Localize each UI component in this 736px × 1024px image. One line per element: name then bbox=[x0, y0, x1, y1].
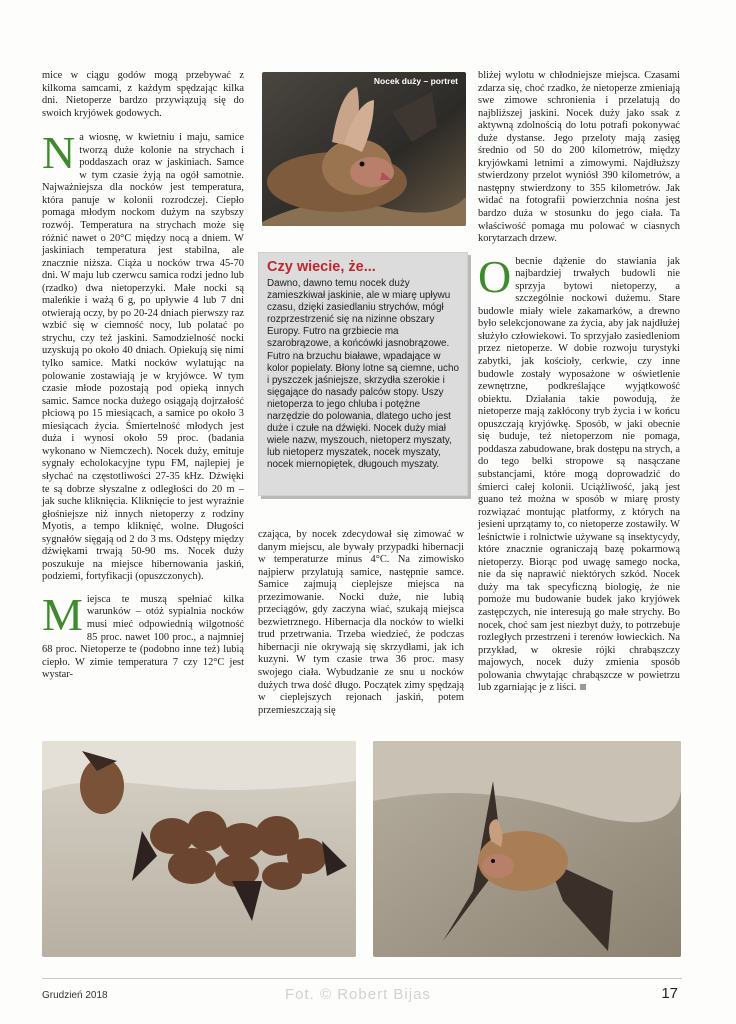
dropcap: O bbox=[478, 250, 512, 302]
paragraph-now-text: becnie dążenie do stawiania jak najbardziej trwałych budowli nie sprzyja bytowi nietoperzy, a szczególnie nockowi dużemu. Stare budowle miały wiele zakamarków, a drewno było selekcjonowane za życia, aby jak najdłużej służyło człowiekowi. To sprzyjało zasiedleniom przez nietoperze. W dobie rozwoju turystyki zabytki, jak kościoły, cerkwie, czy inne budowle zostały wyposażone w oświetlenie zewnętrzne, podkreślające wyjątkowość obiektu. Działania takie powodują, że nietoperze mają zakłócony tryb życia i w końcu opuszczają kryjówkę. Sposób, w jaki obecnie się buduje, też nietoperzom nie pomaga, poddasza zabudowane, brak dostępu na strych, a do tego belki stropowe są nasączane substancjami, które mogą doprowadzić do śmierci całej kolonii. Uciążliwość, jaką jest guano też można w sposób w miarę prosty rozwiązać montując platformy, z których na jesieni uprzątamy to, co nietoperze zostawiły. W leśnictwie i rolnictwie używane są insektycydy, które znacznie ograniczają bazę pokarmową nietoperzy. Biorąc pod uwagę samego nocka, nie da się naprawić niektórych szkód. Nocek duży ma tak specyficzną biologię, że nie pomoże mu budowanie budek jako kryjówek zastępczych, nie interesują go małe strychy. Bo nocek, choć sam jest niezbyt duży, to potrzebuje rozległych przestrzeni i terenów łowieckich. Na przykład, w okresie rójki chrabąszczy majowych, nocek duży zmienia sposób polowania chwytając chrabąszcze w powietrzu lub zgarniając je z liści. bbox=[478, 255, 680, 694]
paragraph-migration: bliżej wylotu w chłodniejsze miejsca. Czasami zdarza się, choć rzadko, że nietoperze zmieniają swe zimowe schronienia i przelatują do najbliższej jaskini. Nocek duży jako ssak z aktywną zdolnością do lotu potrafi pokonywać duże dystanse. Jego przeloty mają zasięg średnio od 50 do 200 kilometrów, między kryjówkami letnimi a zimowymi. Najdłuższy stwierdzony przelot wyniósł 390 kilometrów, a następny stwierdzony to 355 kilometrów. Jak widać na fotografii powierzchnia nośna jest bardzo duża w stosunku do jego ciała. Ta właściwość pomaga mu polować w ciasnych korytarzach drzew. bbox=[478, 70, 680, 245]
box-title: Czy wiecie, że... bbox=[267, 259, 376, 275]
text-column-3 bbox=[478, 70, 680, 695]
end-mark bbox=[580, 684, 586, 690]
page-number: 17 bbox=[661, 985, 678, 1002]
paragraph-now bbox=[478, 250, 680, 695]
paragraph-places-text: iejsca te muszą spełniać kilka warunków – otóż sypialnia nocków musi mieć odpowiednią wilgotność 85 proc. nawet 100 proc., a najmniej 68 proc. Nietoperze te (podobno inne też) lubią ciepło. W zimie temperatura 7 czy 12°C jest wystar- bbox=[42, 593, 244, 681]
bat-flying-image bbox=[373, 741, 681, 957]
text-column-1 bbox=[42, 70, 244, 682]
dropcap: N bbox=[42, 127, 76, 179]
box-text: Dawno, dawno temu nocek duży zamieszkiwał jaskinie, ale w miarę upływu czasu, dzięki zasiedlaniu strychów, mógł rozprzestrzenić się na nizinne obszary Europy. Futro na grzbiecie ma szarobrązowe, a końcówki jasnobrązowe. Futro na brzuchu białawe, wpadające w kolor popielaty. Błony lotne są ciemne, ucho i pyszczek jaśniejsze, skrzydła szerokie i sięgające do nasady palców stopy. Uszy nietoperza to jego chluba i potężne narzędzie do polowania, dlatego ucho jest duże i czułe na dźwięki. Nocek duży miał wiele nazw, myszouch, nietoperz myszaty, lub nietoperz myszatek, nocek myszaty, nocek miernopiętek, długouch myszaty. bbox=[267, 278, 459, 471]
bat-portrait-image bbox=[262, 72, 466, 226]
dropcap: M bbox=[42, 588, 83, 640]
did-you-know-box bbox=[258, 252, 468, 496]
photo-credit: Fot. © Robert Bijas bbox=[285, 986, 431, 1003]
bat-portrait-photo bbox=[262, 72, 466, 226]
paragraph-spring bbox=[42, 127, 244, 584]
paragraph-intro: mice w ciągu godów mogą przebywać z kilkoma samcami, z każdym spędzając kilka dni. Nietoperze bardzo przywiązują się do swoich kryjówek godowych. bbox=[42, 70, 244, 119]
paragraph-places bbox=[42, 588, 244, 682]
photo-caption: Nocek duży – portret bbox=[373, 76, 458, 86]
paragraph-hibernation: czająca, by nocek zdecydował się zimować w danym miejscu, ale bywały przypadki hibernacji w temperaturze minus 4°C. Na zimowisko najpierw przylatują samice, następnie samce. Samice zajmują cieplejsze miejsca na przezimowanie. Nocki duże, nie lubią przeciągów, gdy zaczyna wiać, szukają miejsca bezwietrznego. Hibernacja dla nocków to wielki trud przetrwania. Trzeba wiedzieć, że podczas hibernacji nie okrywają się skrzydłami, jak ich kuzyni. W tym czasie trwa 36 proc. masy swojego ciała. Wybudzanie ze snu u nocków dużych trwa dość długo. Początek zimy spędzają w cieplejszych rejonach jaskiń, potem przemieszczają się bbox=[258, 529, 464, 716]
bat-colony-photo bbox=[42, 741, 356, 957]
text-column-2-bottom bbox=[258, 529, 464, 717]
bat-colony-image bbox=[42, 741, 356, 957]
paragraph-spring-text: a wiosnę, w kwietniu i maju, samice tworzą duże kolonie na strychach i poddaszach oraz w jaskiniach. Samce w tym czasie żyją na ogół samotnie. Najważniejsza dla nocków jest temperatura, która panuje w kolonii rozrodczej. Ciepło pomaga młodym nockom dużym na szybszy rozwój. Temperatura na strychach może się różnić nawet o 20°C między nocą a dniem. W jaskiniach temperatura jest stabilna, ale znacznie niższa. Ciąża u nocków trwa 45-70 dni. W maju lub czerwcu samica rodzi jedno lub (rzadko) dwa nietoperzyki. Małe nocki są maleńkie i ważą 6 g, po upływie 4 lub 7 dni otwierają oczy, by po 20-24 dniach pierwszy raz wzbić się w ciemność nocy, lub polatać po strychu, czy też jaskini. Samodzielność nocki uzyskują po około 40 dniach. Opiekują się nimi tylko samice. Matki nocków wylatując na polowanie zostawiają je w kryjówce. W tym czasie młode pozostają pod opieką innych samic. Samce nocka dużego osiągają dojrzałość płciową po 15 miesiącach, a samice po około 3 miesiącach życia. Śmiertelność młodych jest duża i wynosi około 59 proc. (badania wykonano w Niemczech). Nocek duży, emituje sygnały echolokacyjne typu FM, najlepiej je słychać na częstotliwości 27-35 kHz. Dźwięki te są dobrze słyszalne z odległości do 20 m – jak suche kliknięcia. Kliknięcie to jest wyraźnie głośniejsze niż innych nietoperzy z rodziny Myotis, a tempo kliknięć, wolne. Długości sygnałów sięgają od 2 do 3 ms. Odstępy między dźwiękami trwają 50-90 ms. Nocek duży poszukuje na miejsce hibernowania jaskiń, podziemi, fortyfikacji (opuszczonych). bbox=[42, 132, 244, 583]
footer-rule bbox=[42, 978, 682, 979]
issue-date: Grudzień 2018 bbox=[42, 990, 108, 1001]
bat-flying-photo bbox=[373, 741, 681, 957]
